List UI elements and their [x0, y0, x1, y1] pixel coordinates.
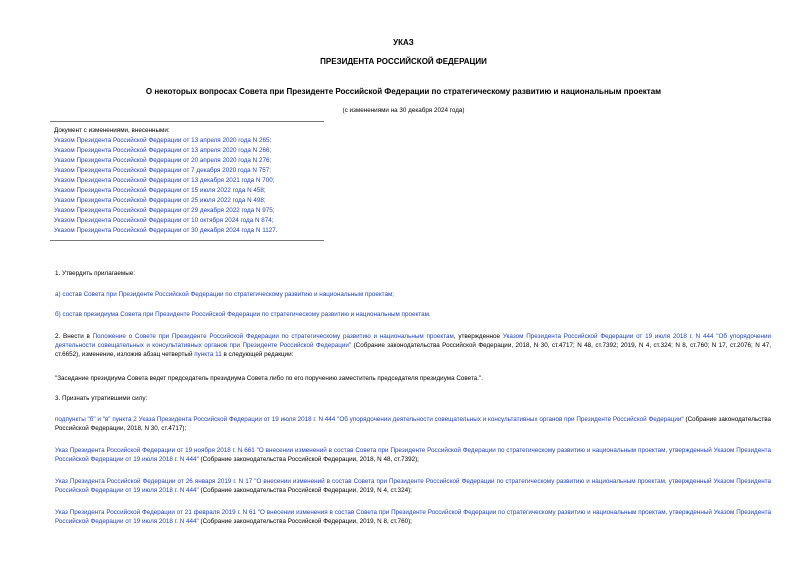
paragraph-1b-link[interactable]: б) состав президиума Совета при Президенте Российской Федерации по стратегическому развитию и национальным проектам.	[55, 311, 431, 318]
paragraph-2-text: , утвержденное	[453, 333, 503, 340]
paragraph-2	[55, 332, 771, 359]
clause-11-link[interactable]: пункта 11	[194, 351, 222, 359]
paragraph-1a-link[interactable]: а) состав Совета при Президенте Российской Федерации по стратегическому развитию и национальным проектам;	[55, 291, 395, 298]
repeal-link[interactable]: Указ Президента Российской Федерации от 21 февраля 2019 г. N 61 "О внесении изменения в состав Совета при Президенте Российской Федерации по стратегическому развитию и национальным проектам, утвержденный Указом Президента Российской Федерации от 19 июля 2018 г. N 444"	[55, 509, 771, 526]
repeal-source: (Собрание законодательства Российской Федерации, 2018, N 30, ст.4717);	[55, 416, 771, 433]
amendment-link[interactable]: Указом Президента Российской Федерации от 30 декабря 2024 года N 1127.	[54, 227, 278, 234]
repeal-source: (Собрание законодательства Российской Федерации, 2019, N 8, ст.760);	[198, 518, 412, 526]
amendments-box	[50, 121, 324, 241]
repeal-item	[55, 477, 771, 495]
decree-444-link[interactable]: Указом Президента Российской Федерации от 19 июля 2018 г. N 444 "Об упорядочении деятельности совещательных и консультативных органов при Президенте Российской Федерации"	[55, 333, 771, 350]
revision-date: (с изменениями на 30 декабря 2024 года)	[342, 107, 465, 114]
paragraph-2-text: (Собрание законодательства Российской Федерации, 2018, N 30, ст.4717; N 48, ст.7392; 2019, N 4, ст.324; N 8, ст.760; N 17, ст.2076; N 47, ст.6652), изменение, изложив абзац четвертый	[55, 342, 771, 359]
decree-subject-title: О некоторых вопросах Совета при Президенте Российской Федерации по стратегическому развитию и национальным проектам	[145, 87, 662, 96]
amendment-link[interactable]: Указом Президента Российской Федерации от 13 декабря 2021 года N 700;	[54, 177, 275, 184]
repeal-item	[55, 508, 771, 526]
amendment-link[interactable]: Указом Президента Российской Федерации от 29 декабря 2022 года N 975;	[54, 207, 275, 214]
issuer-title: ПРЕЗИДЕНТА РОССИЙСКОЙ ФЕДЕРАЦИИ	[320, 57, 487, 66]
amendment-link[interactable]: Указом Президента Российской Федерации от 20 апреля 2020 года N 276;	[54, 157, 272, 164]
repeal-item	[55, 415, 771, 433]
repeal-link[interactable]: подпункты "б" и "в" пункта 2 Указа Президента Российской Федерации от 19 июля 2018 г. N 444 "Об упорядочении деятельности совещательных и консультативных органов при Президенте Российской Федерации"	[55, 416, 684, 423]
repeal-source: (Собрание законодательства Российской Федерации, 2018, N 48, ст.7392);	[198, 456, 419, 464]
paragraph-2-text: 2. Внести в	[55, 333, 93, 340]
quoted-amendment: "Заседание президиума Совета ведет председатель президиума Совета либо по его поручению заместитель председателя президиума Совета.".	[55, 375, 484, 382]
paragraph-3: 3. Признать утратившими силу:	[55, 395, 148, 402]
amendment-link[interactable]: Указом Президента Российской Федерации от 13 апреля 2020 года N 266;	[54, 147, 272, 154]
paragraph-1: 1. Утвердить прилагаемые:	[55, 270, 135, 277]
amendment-link[interactable]: Указом Президента Российской Федерации от 10 октября 2024 года N 874;	[54, 217, 274, 224]
repeal-link[interactable]: Указ Президента Российской Федерации от 26 января 2019 г. N 17 "О внесении изменений в состав Совета при Президенте Российской Федерации по стратегическому развитию и национальным проектам, утвержденный Указом Президента Российской Федерации от 19 июля 2018 г. N 444"	[55, 478, 771, 495]
amendment-link[interactable]: Указом Президента Российской Федерации от 15 июля 2022 года N 458;	[54, 187, 266, 194]
doc-type-title: УКАЗ	[393, 38, 414, 47]
repeal-link[interactable]: Указ Президента Российской Федерации от 19 ноября 2018 г. N 661 "О внесении изменений в состав Совета при Президенте Российской Федерации по стратегическому развитию и национальным проектам, утвержденный Указом Президента Российской Федерации от 19 июля 2018 г. N 444"	[55, 447, 771, 464]
repeal-item	[55, 446, 771, 464]
amendment-link[interactable]: Указом Президента Российской Федерации от 13 апреля 2020 года N 265;	[54, 137, 272, 144]
amendment-link[interactable]: Указом Президента Российской Федерации от 25 июля 2022 года N 498;	[54, 197, 266, 204]
repeal-source: (Собрание законодательства Российской Федерации, 2019, N 4, ст.324);	[198, 487, 412, 495]
amendments-heading: Документ с изменениями, внесенными:	[54, 127, 170, 134]
amendment-link[interactable]: Указом Президента Российской Федерации от 7 декабря 2020 года N 757;	[54, 167, 271, 174]
paragraph-2-text: в следующей редакции:	[221, 351, 294, 359]
regulation-link[interactable]: Положение о Совете при Президенте Российской Федерации по стратегическому развитию и национальным проектам	[92, 333, 454, 340]
